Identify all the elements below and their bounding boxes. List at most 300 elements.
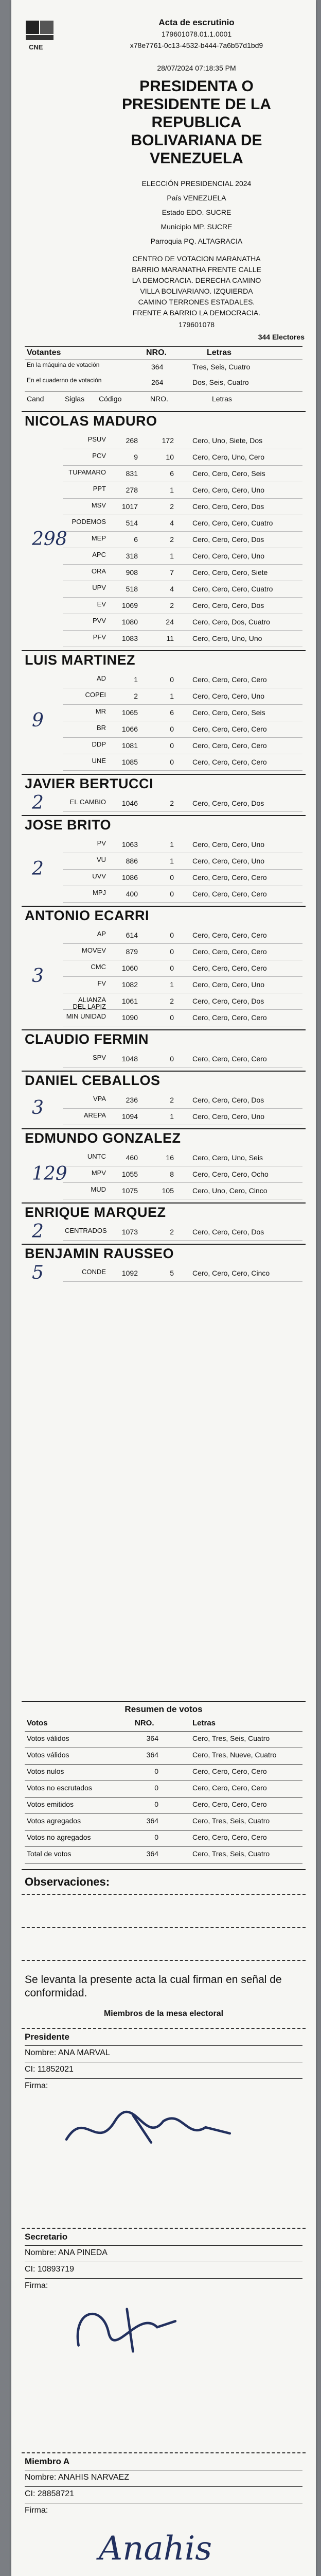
party-codigo: 1086 bbox=[121, 873, 138, 882]
party-nro: 0 bbox=[170, 741, 174, 750]
divider bbox=[25, 2078, 302, 2079]
resumen-col-letras: Letras bbox=[192, 1719, 216, 1727]
col-siglas: Siglas bbox=[65, 395, 85, 403]
party-letras: Cero, Cero, Cero, Seis bbox=[192, 708, 265, 717]
resumen-title: Resumen de votos bbox=[124, 1704, 203, 1714]
resumen-letras: Cero, Tres, Seis, Cuatro bbox=[192, 1850, 270, 1858]
party-sigla: MEP bbox=[91, 534, 106, 542]
party-nro: 8 bbox=[170, 1170, 174, 1178]
party-letras: Cero, Cero, Cero, Cinco bbox=[192, 1269, 270, 1277]
party-letras: Cero, Uno, Cero, Cinco bbox=[192, 1187, 268, 1195]
dashed-divider bbox=[22, 1894, 306, 1895]
resumen-letras: Cero, Cero, Cero, Cero bbox=[192, 1800, 267, 1808]
acta-hash: x78e7761-0c13-4532-b444-7a6b57d1bd9 bbox=[130, 41, 263, 49]
row-divider bbox=[63, 597, 302, 598]
centro-line: LA DEMOCRACIA. DERECHA CAMINO bbox=[132, 276, 261, 284]
party-codigo: 1092 bbox=[121, 1269, 138, 1277]
candidate-name: BENJAMIN RAUSSEO bbox=[25, 1246, 174, 1261]
party-codigo: 236 bbox=[126, 1096, 138, 1104]
party-sigla: TUPAMARO bbox=[68, 468, 106, 476]
party-letras: Cero, Cero, Cero, Uno bbox=[192, 857, 265, 865]
party-letras: Cero, Cero, Cero, Dos bbox=[192, 1228, 264, 1236]
party-sigla: AREPA bbox=[83, 1111, 106, 1119]
party-codigo: 1060 bbox=[121, 964, 138, 972]
party-sigla: VPA bbox=[93, 1095, 106, 1103]
pais: País VENEZUELA bbox=[167, 194, 226, 202]
party-sigla: MOVEV bbox=[82, 946, 106, 954]
divider bbox=[22, 411, 306, 412]
closing-text: Se levanta la presente acta la cual firman en señal de conformidad. bbox=[25, 1974, 282, 1999]
dashed-divider bbox=[22, 1927, 306, 1928]
party-codigo: 831 bbox=[126, 469, 138, 478]
title-line: PRESIDENTE DE LA bbox=[121, 96, 272, 113]
party-sigla: MIN UNIDAD bbox=[66, 1012, 106, 1020]
party-sigla: EL CAMBIO bbox=[69, 798, 106, 806]
party-nro: 4 bbox=[170, 519, 174, 527]
party-codigo: 908 bbox=[126, 568, 138, 577]
party-nro: 172 bbox=[162, 436, 174, 445]
votantes-cuaderno-letras: Dos, Seis, Cuatro bbox=[192, 378, 249, 386]
party-codigo: 268 bbox=[126, 436, 138, 445]
member-ci: CI: 28858721 bbox=[25, 2489, 75, 2498]
party-codigo: 1017 bbox=[121, 502, 138, 511]
party-nro: 0 bbox=[170, 964, 174, 972]
divider bbox=[22, 774, 306, 775]
party-nro: 2 bbox=[170, 502, 174, 511]
party-sigla: FV bbox=[97, 979, 106, 987]
party-codigo: 1055 bbox=[121, 1170, 138, 1178]
party-codigo: 514 bbox=[126, 519, 138, 527]
resumen-nro: 364 bbox=[146, 1817, 158, 1825]
party-codigo: 1081 bbox=[121, 741, 138, 750]
party-letras: Cero, Cero, Uno, Uno bbox=[192, 634, 262, 642]
party-codigo: 1090 bbox=[121, 1013, 138, 1022]
party-nro: 1 bbox=[170, 486, 174, 494]
party-codigo: 1046 bbox=[121, 799, 138, 807]
row-divider bbox=[63, 1009, 302, 1010]
resumen-nro: 364 bbox=[146, 1751, 158, 1759]
party-sigla: PFV bbox=[93, 633, 106, 641]
title-line: PRESIDENTA O bbox=[139, 78, 254, 95]
row-divider bbox=[25, 1731, 302, 1732]
centro-line: FRENTE A BARRIO LA DEMOCRACIA. bbox=[132, 309, 261, 317]
party-codigo: 1061 bbox=[121, 997, 138, 1005]
member-nombre: Nombre: ANA MARVAL bbox=[25, 2048, 110, 2057]
party-nro: 6 bbox=[170, 469, 174, 478]
party-nro: 10 bbox=[166, 453, 174, 461]
resumen-letras: Cero, Tres, Nueve, Cuatro bbox=[192, 1751, 277, 1759]
divider bbox=[22, 1244, 306, 1245]
divider bbox=[22, 650, 306, 651]
party-sigla: UNTC bbox=[87, 1153, 106, 1160]
divider bbox=[22, 1202, 306, 1204]
party-letras: Cero, Cero, Cero, Dos bbox=[192, 997, 264, 1005]
party-letras: Cero, Cero, Uno, Cero bbox=[192, 453, 265, 461]
row-divider bbox=[25, 1797, 302, 1798]
party-letras: Cero, Cero, Uno, Seis bbox=[192, 1154, 263, 1162]
votantes-maquina-nro: 364 bbox=[151, 363, 164, 371]
resumen-col-nro: NRO. bbox=[135, 1719, 154, 1727]
party-letras: Cero, Cero, Cero, Cero bbox=[192, 873, 267, 882]
party-sigla: CENTRADOS bbox=[65, 1227, 107, 1234]
party-nro: 0 bbox=[170, 675, 174, 684]
party-nro: 2 bbox=[170, 1096, 174, 1104]
party-sigla: DDP bbox=[92, 740, 106, 748]
resumen-label: Votos válidos bbox=[27, 1734, 69, 1742]
handwritten-total: 129 bbox=[32, 1163, 67, 1184]
handwritten-total: 3 bbox=[32, 1097, 44, 1118]
party-sigla: CONDE bbox=[82, 1268, 106, 1276]
candidate-name: CLAUDIO FERMIN bbox=[25, 1031, 149, 1047]
party-nro: 0 bbox=[170, 725, 174, 733]
party-sigla: UVV bbox=[92, 872, 106, 880]
party-nro: 24 bbox=[166, 618, 174, 626]
party-letras: Cero, Cero, Cero, Cero bbox=[192, 890, 267, 898]
party-letras: Cero, Cero, Cero, Cuatro bbox=[192, 519, 273, 527]
mesa-title: Miembros de la mesa electoral bbox=[103, 2009, 224, 2018]
municipio: Municipio MP. SUCRE bbox=[160, 223, 233, 231]
divider bbox=[22, 1029, 306, 1030]
centro-line: BARRIO MARANATHA FRENTE CALLE bbox=[132, 265, 261, 274]
party-nro: 4 bbox=[170, 585, 174, 593]
resumen-letras: Cero, Cero, Cero, Cero bbox=[192, 1784, 267, 1792]
party-codigo: 278 bbox=[126, 486, 138, 494]
row-divider bbox=[63, 564, 302, 565]
resumen-label: Votos no escrutados bbox=[27, 1784, 92, 1792]
party-letras: Cero, Cero, Cero, Cero bbox=[192, 947, 267, 956]
party-letras: Cero, Cero, Cero, Cero bbox=[192, 1055, 267, 1063]
resumen-letras: Cero, Tres, Seis, Cuatro bbox=[192, 1817, 270, 1825]
member-ci: CI: 10893719 bbox=[25, 2265, 75, 2274]
resumen-col-votos: Votos bbox=[27, 1719, 48, 1727]
row-divider bbox=[25, 1846, 302, 1847]
divider bbox=[22, 815, 306, 816]
party-codigo: 1080 bbox=[121, 618, 138, 626]
party-codigo: 1083 bbox=[121, 634, 138, 642]
electores: 344 Electores bbox=[258, 333, 305, 341]
party-nro: 1 bbox=[170, 980, 174, 989]
title-line: BOLIVARIANA DE bbox=[131, 132, 262, 149]
title-line: REPUBLICA bbox=[151, 114, 242, 131]
signature-icon bbox=[42, 2097, 248, 2164]
party-sigla: COPEI bbox=[85, 691, 106, 699]
votantes-maquina-letras: Tres, Seis, Cuatro bbox=[192, 363, 251, 371]
col-letras: Letras bbox=[212, 395, 232, 403]
party-letras: Cero, Cero, Cero, Cero bbox=[192, 725, 267, 733]
party-sigla: MSV bbox=[91, 501, 106, 509]
resumen-nro: 0 bbox=[154, 1800, 158, 1808]
row-divider bbox=[63, 1240, 302, 1241]
resumen-label: Votos no agregados bbox=[27, 1833, 91, 1841]
dashed-divider bbox=[22, 1960, 306, 1961]
party-sigla: PVV bbox=[92, 617, 106, 624]
signature-stroke bbox=[78, 2309, 175, 2351]
party-letras: Cero, Cero, Cero, Uno bbox=[192, 486, 265, 494]
party-sigla: EV bbox=[97, 600, 106, 608]
member-firma-label: Firma: bbox=[25, 2081, 48, 2090]
party-sigla: AP bbox=[97, 930, 106, 938]
party-sigla: PODEMOS bbox=[72, 518, 106, 526]
divider bbox=[25, 2278, 302, 2279]
party-letras: Cero, Cero, Cero, Siete bbox=[192, 568, 268, 577]
party-letras: Cero, Cero, Cero, Cero bbox=[192, 931, 267, 939]
party-codigo: 1066 bbox=[121, 725, 138, 733]
party-sigla: APC bbox=[92, 551, 106, 558]
party-nro: 0 bbox=[170, 931, 174, 939]
resumen-letras: Cero, Cero, Cero, Cero bbox=[192, 1833, 267, 1841]
party-nro: 1 bbox=[170, 552, 174, 560]
dashed-divider bbox=[22, 2452, 306, 2453]
party-codigo: 1 bbox=[134, 675, 138, 684]
resumen-letras: Cero, Tres, Seis, Cuatro bbox=[192, 1734, 270, 1742]
party-letras: Cero, Cero, Cero, Uno bbox=[192, 552, 265, 560]
member-nombre: Nombre: ANAHIS NARVAEZ bbox=[25, 2473, 130, 2482]
acta-datetime: 28/07/2024 07:18:35 PM bbox=[157, 64, 236, 72]
party-codigo: 1069 bbox=[121, 601, 138, 609]
party-letras: Cero, Cero, Cero, Seis bbox=[192, 469, 265, 478]
row-divider bbox=[63, 737, 302, 738]
divider bbox=[25, 2045, 302, 2046]
party-sigla: ORA bbox=[91, 567, 106, 575]
signature-stroke bbox=[66, 2112, 230, 2142]
party-nro: 0 bbox=[170, 873, 174, 882]
party-letras: Cero, Cero, Cero, Cero bbox=[192, 675, 267, 684]
svg-text:CNE: CNE bbox=[29, 43, 43, 51]
parroquia: Parroquia PQ. ALTAGRACIA bbox=[150, 237, 243, 245]
handwritten-total: 5 bbox=[32, 1262, 44, 1283]
party-letras: Cero, Cero, Cero, Ocho bbox=[192, 1170, 269, 1178]
resumen-nro: 0 bbox=[154, 1833, 158, 1841]
centro-line: CAMINO TERRONES ESTADALES. bbox=[138, 298, 255, 306]
party-sigla: AD bbox=[96, 674, 106, 682]
party-nro: 7 bbox=[170, 568, 174, 577]
votantes-maquina-label: En la máquina de votación bbox=[27, 361, 100, 368]
party-codigo: 1094 bbox=[121, 1112, 138, 1121]
party-sigla: BR bbox=[96, 724, 106, 732]
party-letras: Cero, Cero, Cero, Dos bbox=[192, 601, 264, 609]
candidate-name: LUIS MARTINEZ bbox=[25, 652, 135, 668]
divider bbox=[25, 346, 302, 347]
votantes-header: Votantes bbox=[27, 348, 61, 357]
party-codigo: 2 bbox=[134, 692, 138, 700]
centro-line: CENTRO DE VOTACION MARANATHA bbox=[132, 255, 261, 263]
divider bbox=[22, 1701, 306, 1702]
party-codigo: 460 bbox=[126, 1154, 138, 1162]
party-letras: Cero, Cero, Cero, Uno bbox=[192, 840, 265, 849]
member-firma-label: Firma: bbox=[25, 2281, 48, 2290]
member-ci: CI: 11852021 bbox=[25, 2065, 74, 2074]
party-sigla: SPV bbox=[92, 1054, 106, 1061]
row-divider bbox=[63, 1108, 302, 1109]
party-sigla: MUD bbox=[91, 1185, 106, 1193]
party-letras: Cero, Cero, Cero, Dos bbox=[192, 799, 264, 807]
party-codigo: 1073 bbox=[121, 1228, 138, 1236]
row-divider bbox=[25, 1830, 302, 1831]
row-divider bbox=[63, 770, 302, 771]
party-sigla: PPT bbox=[93, 485, 106, 493]
divider bbox=[22, 1128, 306, 1129]
party-nro: 1 bbox=[170, 1112, 174, 1121]
party-sigla: PSUV bbox=[87, 435, 106, 443]
party-nro: 5 bbox=[170, 1269, 174, 1277]
divider bbox=[25, 2245, 302, 2246]
party-codigo: 6 bbox=[134, 535, 138, 544]
resumen-nro: 0 bbox=[154, 1767, 158, 1775]
votantes-nro-header: NRO. bbox=[146, 348, 167, 357]
party-nro: 2 bbox=[170, 799, 174, 807]
party-nro: 0 bbox=[170, 758, 174, 766]
party-codigo: 9 bbox=[134, 453, 138, 461]
resumen-label: Votos agregados bbox=[27, 1817, 81, 1825]
resumen-label: Total de votos bbox=[27, 1850, 72, 1858]
party-letras: Cero, Cero, Cero, Cero bbox=[192, 1013, 267, 1022]
party-nro: 0 bbox=[170, 890, 174, 898]
party-sigla: MPV bbox=[91, 1169, 106, 1177]
votantes-cuaderno-label: En el cuaderno de votación bbox=[27, 377, 102, 384]
party-codigo: 879 bbox=[126, 947, 138, 956]
candidate-name: DANIEL CEBALLOS bbox=[25, 1073, 160, 1088]
resumen-label: Votos nulos bbox=[27, 1767, 64, 1775]
party-sigla: PCV bbox=[92, 452, 106, 460]
party-letras: Cero, Cero, Cero, Uno bbox=[192, 980, 265, 989]
party-codigo: 318 bbox=[126, 552, 138, 560]
member-role: Secretario bbox=[25, 2232, 68, 2242]
party-nro: 2 bbox=[170, 1228, 174, 1236]
resumen-nro: 364 bbox=[146, 1850, 158, 1858]
col-cand: Cand bbox=[27, 395, 44, 403]
row-divider bbox=[63, 1182, 302, 1183]
party-codigo: 1063 bbox=[121, 840, 138, 849]
handwritten-total: 298 bbox=[32, 529, 67, 550]
party-codigo: 1065 bbox=[121, 708, 138, 717]
party-sigla: VU bbox=[96, 856, 106, 863]
divider bbox=[22, 906, 306, 907]
party-nro: 0 bbox=[170, 1055, 174, 1063]
party-letras: Cero, Cero, Cero, Dos bbox=[192, 535, 264, 544]
handwritten-total: 3 bbox=[32, 965, 44, 987]
col-nro: NRO. bbox=[150, 395, 168, 403]
cne-logo-icon bbox=[25, 18, 71, 55]
party-sigla: UNE bbox=[92, 757, 106, 765]
party-letras: Cero, Cero, Cero, Cuatro bbox=[192, 585, 273, 593]
candidate-name: EDMUNDO GONZALEZ bbox=[25, 1130, 181, 1146]
centro-line: VILLA BOLIVARIANO. IZQUIERDA bbox=[140, 287, 253, 295]
row-divider bbox=[63, 704, 302, 705]
party-letras: Cero, Cero, Cero, Cero bbox=[192, 741, 267, 750]
estado: Estado EDO. SUCRE bbox=[162, 208, 231, 216]
acta-receipt bbox=[11, 0, 316, 2576]
signature-icon bbox=[42, 2297, 248, 2364]
dashed-divider bbox=[22, 2028, 306, 2029]
votantes-letras-header: Letras bbox=[207, 348, 232, 357]
party-nro: 105 bbox=[162, 1187, 174, 1195]
member-firma-label: Firma: bbox=[25, 2506, 48, 2515]
candidate-name: JAVIER BERTUCCI bbox=[25, 776, 154, 791]
party-codigo: 886 bbox=[126, 857, 138, 865]
centro-votacion bbox=[99, 253, 294, 318]
party-nro: 0 bbox=[170, 947, 174, 956]
divider bbox=[22, 1071, 306, 1072]
party-letras: Cero, Uno, Siete, Dos bbox=[192, 436, 263, 445]
party-nro: 11 bbox=[166, 634, 174, 642]
party-nro: 1 bbox=[170, 840, 174, 849]
party-codigo: 1048 bbox=[121, 1055, 138, 1063]
resumen-nro: 0 bbox=[154, 1784, 158, 1792]
party-sigla: PV bbox=[97, 839, 106, 847]
election-name: ELECCIÓN PRESIDENCIAL 2024 bbox=[141, 179, 252, 188]
votantes-cuaderno-nro: 264 bbox=[151, 378, 164, 386]
party-sigla: MPJ bbox=[93, 889, 106, 896]
party-sigla: ALIANZA DEL LAPIZ bbox=[73, 996, 106, 1010]
resumen-label: Votos válidos bbox=[27, 1751, 69, 1759]
resumen-label: Votos emitidos bbox=[27, 1800, 74, 1808]
member-role: Presidente bbox=[25, 2032, 69, 2042]
centro-code: 179601078 bbox=[178, 320, 215, 329]
col-codigo: Código bbox=[99, 395, 122, 403]
acta-number: 179601078.01.1.0001 bbox=[161, 30, 232, 38]
resumen-letras: Cero, Cero, Cero, Cero bbox=[192, 1767, 267, 1775]
party-nro: 16 bbox=[166, 1154, 174, 1162]
party-nro: 1 bbox=[170, 857, 174, 865]
party-letras: Cero, Cero, Dos, Cuatro bbox=[192, 618, 270, 626]
handwritten-total: 2 bbox=[32, 858, 44, 879]
party-letras: Cero, Cero, Cero, Dos bbox=[192, 1096, 264, 1104]
party-nro: 2 bbox=[170, 997, 174, 1005]
row-divider bbox=[25, 1764, 302, 1765]
member-nombre: Nombre: ANA PINEDA bbox=[25, 2248, 108, 2257]
member-role: Miembro A bbox=[25, 2456, 70, 2466]
acta-label: Acta de escrutinio bbox=[158, 18, 235, 27]
candidate-name: ENRIQUE MARQUEZ bbox=[25, 1205, 166, 1220]
candidate-name: NICOLAS MADURO bbox=[25, 413, 157, 429]
row-divider bbox=[63, 465, 302, 466]
dashed-divider bbox=[22, 2228, 306, 2229]
row-divider bbox=[63, 531, 302, 532]
party-letras: Cero, Cero, Cero, Cero bbox=[192, 758, 267, 766]
handwritten-total: 2 bbox=[32, 792, 44, 814]
party-letras: Cero, Cero, Cero, Cero bbox=[192, 964, 267, 972]
party-sigla: CMC bbox=[91, 963, 106, 971]
party-codigo: 1075 bbox=[121, 1187, 138, 1195]
party-letras: Cero, Cero, Cero, Uno bbox=[192, 692, 265, 700]
title-line: VENEZUELA bbox=[150, 150, 243, 167]
party-codigo: 518 bbox=[126, 585, 138, 593]
candidate-name: ANTONIO ECARRI bbox=[25, 908, 150, 923]
party-codigo: 1085 bbox=[121, 758, 138, 766]
party-sigla: UPV bbox=[92, 584, 106, 591]
handwritten-total: 2 bbox=[32, 1221, 44, 1242]
candidate-name: JOSE BRITO bbox=[25, 817, 112, 833]
row-divider bbox=[63, 630, 302, 631]
party-nro: 1 bbox=[170, 692, 174, 700]
row-divider bbox=[63, 902, 302, 903]
party-nro: 2 bbox=[170, 535, 174, 544]
observaciones-label: Observaciones: bbox=[25, 1875, 110, 1888]
party-codigo: 1082 bbox=[121, 980, 138, 989]
party-codigo: 614 bbox=[126, 931, 138, 939]
party-sigla: MR bbox=[95, 707, 106, 715]
row-divider bbox=[63, 1281, 302, 1282]
row-divider bbox=[63, 976, 302, 977]
resumen-nro: 364 bbox=[146, 1734, 158, 1742]
row-divider bbox=[63, 869, 302, 870]
election-title bbox=[99, 77, 294, 167]
handwritten-total: 9 bbox=[32, 710, 44, 731]
divider bbox=[25, 2486, 302, 2487]
party-nro: 6 bbox=[170, 708, 174, 717]
row-divider bbox=[63, 498, 302, 499]
row-divider bbox=[63, 811, 302, 812]
